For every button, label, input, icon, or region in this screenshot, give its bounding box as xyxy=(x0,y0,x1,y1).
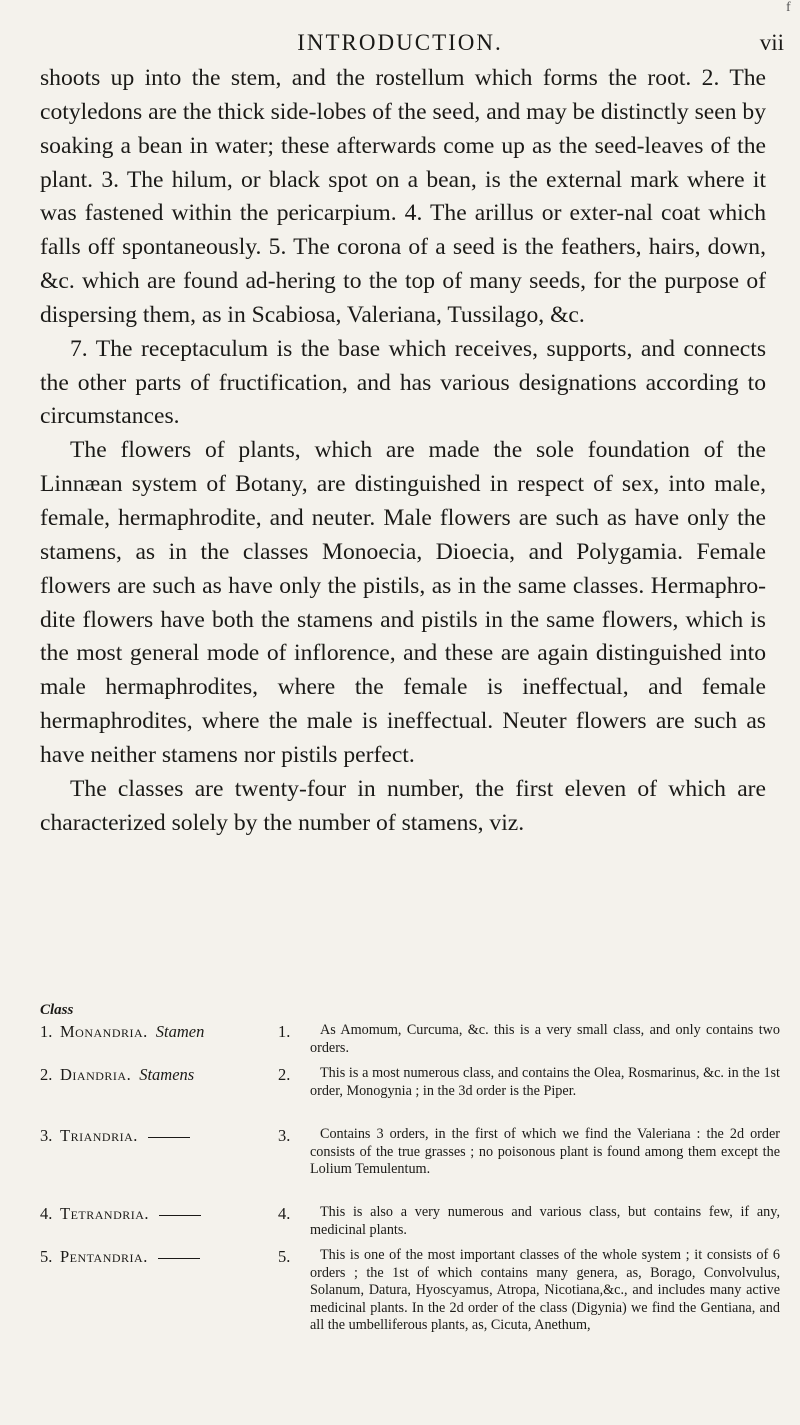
stamen-count: 1. xyxy=(278,1022,291,1041)
class-number: 5. xyxy=(40,1247,53,1266)
class-column-heading: Class xyxy=(40,1002,74,1018)
class-description: As Amomum, Curcuma, &c. this is a very small class, and only contains two orders. xyxy=(310,1022,780,1056)
paragraph-flower-sexes: The flowers of plants, which are made the sole foundation of the Linnæan system of Botany, are distinguished in respect of sex, into male, female, hermaphrodite, and neuter. Male flowers are such as have only the stamens, as in the classes Monoecia, Dioecia, and Polygamia. Female flowers are such as have only the pistils, as in the same classes. Hermaphro-dite flowers have both the stamens and pistils in the same flowers, which is the most general mode of inflorence, and these are again distinguished into male hermaphrodites, where the female is ineffectual, and female hermaphrodites, where the male is ineffectual. Neuter flowers are such as have neither stamens nor pistils perfect. xyxy=(40,437,766,768)
class-description: This is a most numerous class, and contains the Olea, Rosmarinus, &c. in the 1st order, Monogynia ; in the 3d order is the Piper. xyxy=(310,1065,780,1099)
class-label: Stamen xyxy=(155,1022,205,1041)
running-title: INTRODUCTION. xyxy=(297,30,503,55)
class-number: 3. xyxy=(40,1126,53,1145)
page-corner-mark: f xyxy=(786,0,791,15)
paragraph-classes-intro: The classes are twenty-four in number, the first eleven of which are characterized solely by the number of stamens, viz. xyxy=(40,775,766,836)
class-name: Monandria. Stamen xyxy=(60,1022,205,1041)
paragraph-seed-parts: shoots up into the stem, and the rostellum which forms the root. 2. The cotyledons are the thick side-lobes of the seed, and may be distinctly seen by soaking a bean in water; these afterwards come up as the seed-leaves of the plant. 3. The hilum, or black spot on a bean, is the external mark where it was fastened within the pericarpium. 4. The arillus or exter-nal coat which falls off spontaneously. 5. The corona of a seed is the feathers, hairs, down, &c. which are found ad-hering to the top of many seeds, for the purpose of dispersing them, as in Scabiosa, Valeriana, Tussilago, &c. xyxy=(40,65,766,328)
paragraph-receptaculum: 7. The receptaculum is the base which receives, supports, and connects the other parts of fructification, and has various designations according to circumstances. xyxy=(40,335,766,430)
page-number: vii xyxy=(759,30,784,55)
body-text xyxy=(40,62,766,840)
stamen-count: 2. xyxy=(278,1065,291,1084)
class-name: Diandria. Stamens xyxy=(60,1065,195,1084)
stamen-count: 4. xyxy=(278,1204,291,1223)
ditto-dash xyxy=(159,1215,201,1216)
stamen-count: 5. xyxy=(278,1247,291,1266)
stamen-count: 3. xyxy=(278,1126,291,1145)
class-label: Stamens xyxy=(139,1065,195,1084)
ditto-dash xyxy=(158,1258,200,1259)
class-number: 2. xyxy=(40,1065,53,1084)
running-header xyxy=(0,30,800,60)
class-description: This is one of the most important classes of the whole system ; it consists of 6 orders ; the 1st of which contains many genera, as, Borago, Convolvulus, Solanum, Datura, Hyoscyamus, Atropa, Nicotiana,&c., and includes many active medicinal plants. In the 2d order of the class (Digynia) we find the Gentiana, and all the umbelliferous plants, as, Cicuta, Anethum, xyxy=(310,1247,780,1333)
class-description: This is also a very numerous and various class, but contains few, if any, medicinal plants. xyxy=(310,1204,780,1238)
class-name: Pentandria. xyxy=(60,1247,200,1267)
class-name: Triandria. xyxy=(60,1126,190,1146)
ditto-dash xyxy=(148,1137,190,1138)
class-description: Contains 3 orders, in the first of which we find the Valeriana : the 2d order consists of the true grasses ; no poisonous plant is found among them except the Lolium Temulentum. xyxy=(310,1126,780,1177)
class-number: 4. xyxy=(40,1204,53,1223)
class-name: Tetrandria. xyxy=(60,1204,201,1224)
class-number: 1. xyxy=(40,1022,53,1041)
